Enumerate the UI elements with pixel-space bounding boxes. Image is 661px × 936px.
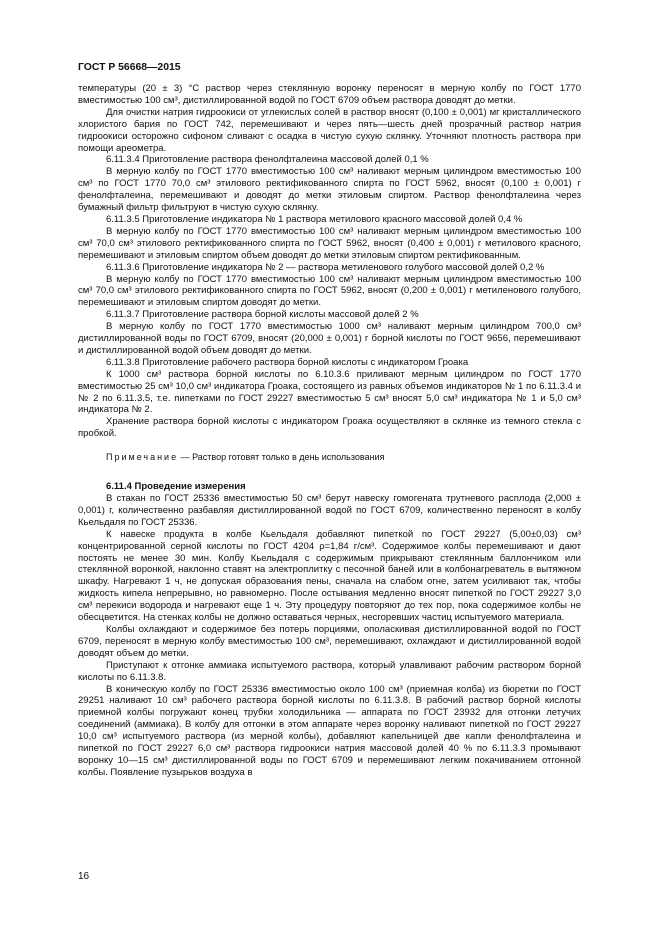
paragraph: В мерную колбу по ГОСТ 1770 вместимостью 1000 см³ наливают мерным цилиндром 700,0 см³ дистиллированной воды по ГОСТ 6709, вносят (20,000 ± 0,001) г борной кислоты по ГОСТ 9656, перемешивают и дистиллированной водой объем доводят до метки. (78, 321, 581, 356)
note-label: Примечание (106, 452, 179, 463)
paragraph: Для очистки натрия гидроокиси от углекислых солей в раствор вносят (0,100 ± 0,001) мг кристаллического хлористого бария по ГОСТ 742, перемешивают и через пять—шесть дней прозрачный раствор натрия гидроокиси осторожно сифоном сливают с осадка в чистую сухую склянку. Уточняют плотность раствора при помощи ареометра. (78, 106, 581, 154)
section-heading: 6.11.3.6 Приготовление индикатора № 2 — раствора метиленового голубого массовой долей 0,2 % (106, 261, 545, 273)
document-header: ГОСТ Р 56668—2015 (78, 62, 181, 73)
paragraph: В мерную колбу по ГОСТ 1770 вместимостью 100 см³ наливают мерным цилиндром вместимостью 100 см³ 70,0 см³ этилового ректификованного спирта по ГОСТ 5962, вносят (0,400 ± 0,001) г метилового красного, перемешивают и этиловым спиртом объем доводят до метки этиловым спиртом ректификованным. (78, 225, 581, 261)
paragraph: В мерную колбу по ГОСТ 1770 вместимостью 100 см³ наливают мерным цилиндром вместимостью 100 см³ по ГОСТ 1770 70,0 см³ этилового ректификованного спирта по ГОСТ 5962, вносят (0,100 ± 0,001) г фенолфталеина, перемешивают и доводят до метки этиловым спиртом. Раствор фенолфталеина через бумажный фильтр фильтруют в чистую сухую склянку. (78, 166, 581, 214)
note (78, 452, 581, 464)
paragraph: В стакан по ГОСТ 25336 вместимостью 50 см³ берут навеску гомогената трутневого расплода (2,000 ± 0,001) г, количественно разбавляя дистиллированной водой по ГОСТ 6709, количественно переносят в колбу Кьельдаля по ГОСТ 25336. (78, 493, 581, 528)
paragraph: В коническую колбу по ГОСТ 25336 вместимостью около 100 см³ (приемная колба) из бюретки по ГОСТ 29251 наливают 10 см³ рабочего раствора борной кислоты по 6.11.3.8. В рабочий раствор борной кислоты приемной колбы погружают конец трубки холодильника — аппарата по ГОСТ 23932 для отгонки летучих соединений (аммиака). В колбу для отгонки в этом аппарате через воронку наливают пипеткой по ГОСТ 29227 10,0 см³ испытуемого раствора (из мерной колбы), добавляют капельницей две капли фенолфталеина и пипеткой по ГОСТ 29227 6,0 см³ раствора гидроокиси натрия массовой долей 40 % по 6.11.3.3 промывают воронку 10—15 см³ дистиллированной воды по ГОСТ 6709 и перемешивают легким покачиванием отгонной колбы. Появление пузырьков воздуха в (78, 683, 581, 778)
paragraph: Хранение раствора борной кислоты с индикатором Гроака осуществляют в склянке из темного стекла с пробкой. (78, 416, 581, 440)
paragraph: Колбы охлаждают и содержимое без потерь порциями, ополаскивая дистиллированной водой по ГОСТ 6709, переносят в мерную колбу вместимостью 100 см³, перемешивают, охлаждают и дистиллированной водой доводят объем до метки. (78, 623, 581, 659)
paragraph: К навеске продукта в колбе Кьельдаля добавляют пипеткой по ГОСТ 29227 (5,00±0,03) см³ концентрированной серной кислоты по ГОСТ 4204 ρ=1,84 г/см³. Содержимое колбы перемешивают и дают постоять не менее 30 мин. Колбу Кьельдаля с содержимым прикрывают стеклянным баллончиком или стеклянной воронкой, наклонно ставят на электроплитку с песочной баней или в колбонагреватель в вытяжном шкафу. Нагревают 1 ч, не допуская образования пены, сначала на слабом огне, затем усиливают так, чтобы жидкость кипела непрерывно, но равномерно. После остывания медленно вносят пипеткой по ГОСТ 29227 3,0 см³ перекиси водорода и нагревают еще 1 ч. Эту процедуру повторяют до тех пор, пока содержимое колбы не обесцветится. На стенках колбы не должно оставаться черных, несгоревших частиц испытуемого материала. (78, 528, 581, 624)
page-number: 16 (78, 871, 90, 882)
paragraph: температуры (20 ± 3) °С раствор через стеклянную воронку переносят в мерную колбу по ГОСТ 1770 вместимостью 100 см³, дистиллированной водой по ГОСТ 6709 объем раствора доводят до метки. (78, 83, 581, 106)
section-heading: 6.11.3.8 Приготовление рабочего раствора борной кислоты с индикатором Гроака (106, 356, 469, 368)
section-heading: 6.11.3.5 Приготовление индикатора № 1 раствора метилового красного массовой долей 0,4 % (106, 213, 523, 225)
note-text: — Раствор готовят только в день использования (178, 452, 385, 463)
paragraph: К 1000 см³ раствора борной кислоты по 6.10.3.6 приливают мерным цилиндром по ГОСТ 1770 вместимостью 25 см³ 10,0 см³ индикатора Гроака, состоящего из равных объемов индикаторов № 1 по 6.11.3.4 и № 2 по 6.11.3.5, т.е. пипетками по ГОСТ 29227 вместимостью 5 см³ вносят 5,0 см³ индикатора № 1 и 5,0 см³ индикатора № 2. (78, 368, 581, 416)
document-body (78, 83, 581, 779)
paragraph: В мерную колбу по ГОСТ 1770 вместимостью 100 см³ наливают мерным цилиндром вместимостью 100 см³ 70,0 см³ этилового ректификованного спирта по ГОСТ 5962, вносят (0,200 ± 0,001) г метиленового голубого, перемешивают и этиловым спиртом доводят до метки. (78, 273, 581, 309)
section-heading: 6.11.3.7 Приготовление раствора борной кислоты массовой долей 2 % (106, 309, 419, 321)
section-heading: 6.11.3.4 Приготовление раствора фенолфталеина массовой долей 0,1 % (106, 154, 429, 166)
section-title: 6.11.4 Проведение измерения (106, 481, 246, 493)
paragraph: Приступают к отгонке аммиака испытуемого раствора, который улавливают рабочим раствором борной кислоты по 6.11.3.8. (78, 659, 581, 683)
